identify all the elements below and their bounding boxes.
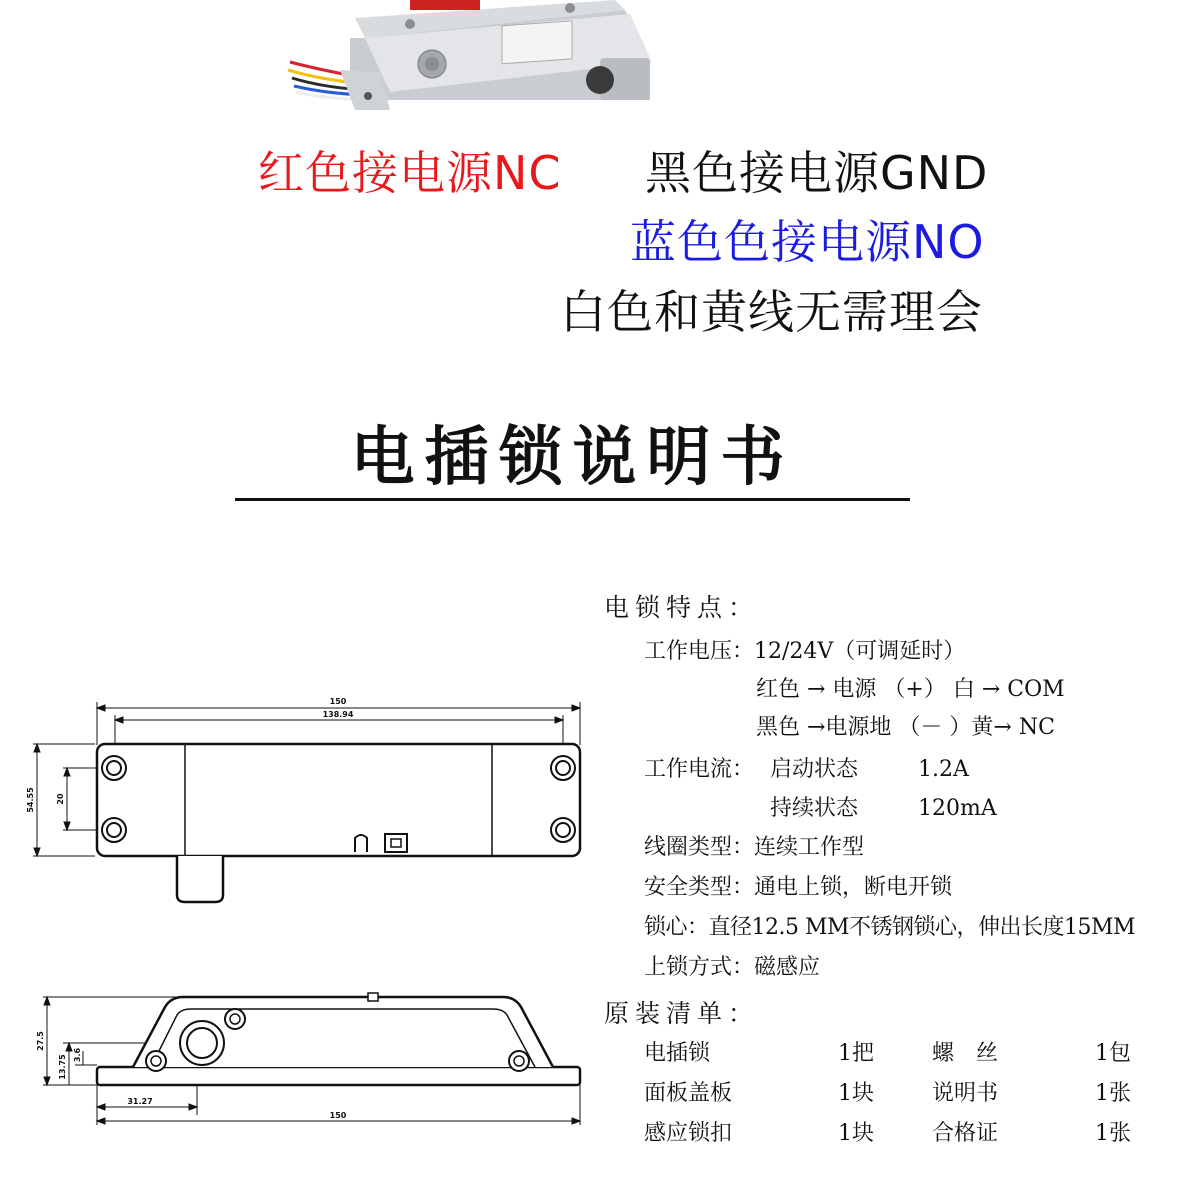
wiring-blue-note: 蓝色色接电源NO bbox=[630, 215, 985, 269]
package-item-qty: 1块 bbox=[838, 1121, 874, 1146]
spec-startup-state: 启动状态 bbox=[770, 757, 859, 782]
spec-lock-mode: 上锁方式：磁感应 bbox=[644, 955, 821, 980]
dim-side-height: 27.5 bbox=[36, 1031, 45, 1051]
dim-side-pin: 3.6 bbox=[73, 1047, 82, 1063]
package-item-qty: 1包 bbox=[1095, 1041, 1131, 1066]
package-item-name: 合格证 bbox=[932, 1121, 999, 1146]
package-item-name: 螺 丝 bbox=[932, 1041, 999, 1066]
spec-voltage: 工作电压：12/24V（可调延时） bbox=[644, 639, 966, 664]
features-heading: 电锁特点： bbox=[604, 593, 760, 622]
dim-side-pin-offset: 31.27 bbox=[127, 1097, 153, 1106]
spec-wire-line-2: 黑色 →电源地 （－ ）黄→ NC bbox=[756, 715, 1055, 740]
spec-hold-state: 持续状态 bbox=[770, 796, 859, 821]
spec-startup-value: 1.2A bbox=[918, 757, 969, 782]
dim-overall-width: 150 bbox=[329, 697, 347, 706]
package-item-qty: 1块 bbox=[838, 1081, 874, 1106]
package-item-name: 感应锁扣 bbox=[644, 1121, 733, 1146]
title-underline bbox=[235, 498, 910, 501]
package-heading: 原装清单： bbox=[604, 999, 760, 1028]
spec-current-label: 工作电流： bbox=[644, 757, 755, 782]
package-item-name: 说明书 bbox=[932, 1081, 999, 1106]
package-item-qty: 1把 bbox=[838, 1041, 874, 1066]
dim-hole-pitch: 20 bbox=[56, 793, 65, 805]
spec-safety: 安全类型：通电上锁，断电开锁 bbox=[644, 875, 953, 900]
dim-height: 54.55 bbox=[26, 787, 35, 813]
package-item-name: 电插锁 bbox=[644, 1041, 711, 1066]
dim-side-base: 13.75 bbox=[58, 1054, 67, 1080]
spec-bolt: 锁心：直径12.5 MM不锈钢锁心，伸出长度15MM bbox=[644, 915, 1136, 940]
package-item-qty: 1张 bbox=[1095, 1081, 1131, 1106]
page-title: 电插锁说明书 bbox=[350, 421, 795, 495]
package-item-name: 面板盖板 bbox=[644, 1081, 733, 1106]
product-photo bbox=[270, 0, 670, 118]
wiring-red-note: 红色接电源NC bbox=[258, 146, 562, 200]
package-item-qty: 1张 bbox=[1095, 1121, 1131, 1146]
spec-coil: 线圈类型：连续工作型 bbox=[644, 835, 865, 860]
side-view-drawing bbox=[25, 985, 595, 1135]
wiring-white-note: 白色和黄线无需理会 bbox=[560, 285, 983, 339]
wiring-black-note: 黑色接电源GND bbox=[645, 146, 989, 200]
top-view-drawing bbox=[25, 690, 595, 915]
spec-hold-value: 120mA bbox=[918, 796, 997, 821]
dim-hole-spacing: 138.94 bbox=[322, 710, 354, 719]
dim-side-overall-width: 150 bbox=[329, 1111, 347, 1120]
spec-wire-line-1: 红色 → 电源 （+） 白 → COM bbox=[756, 677, 1065, 702]
